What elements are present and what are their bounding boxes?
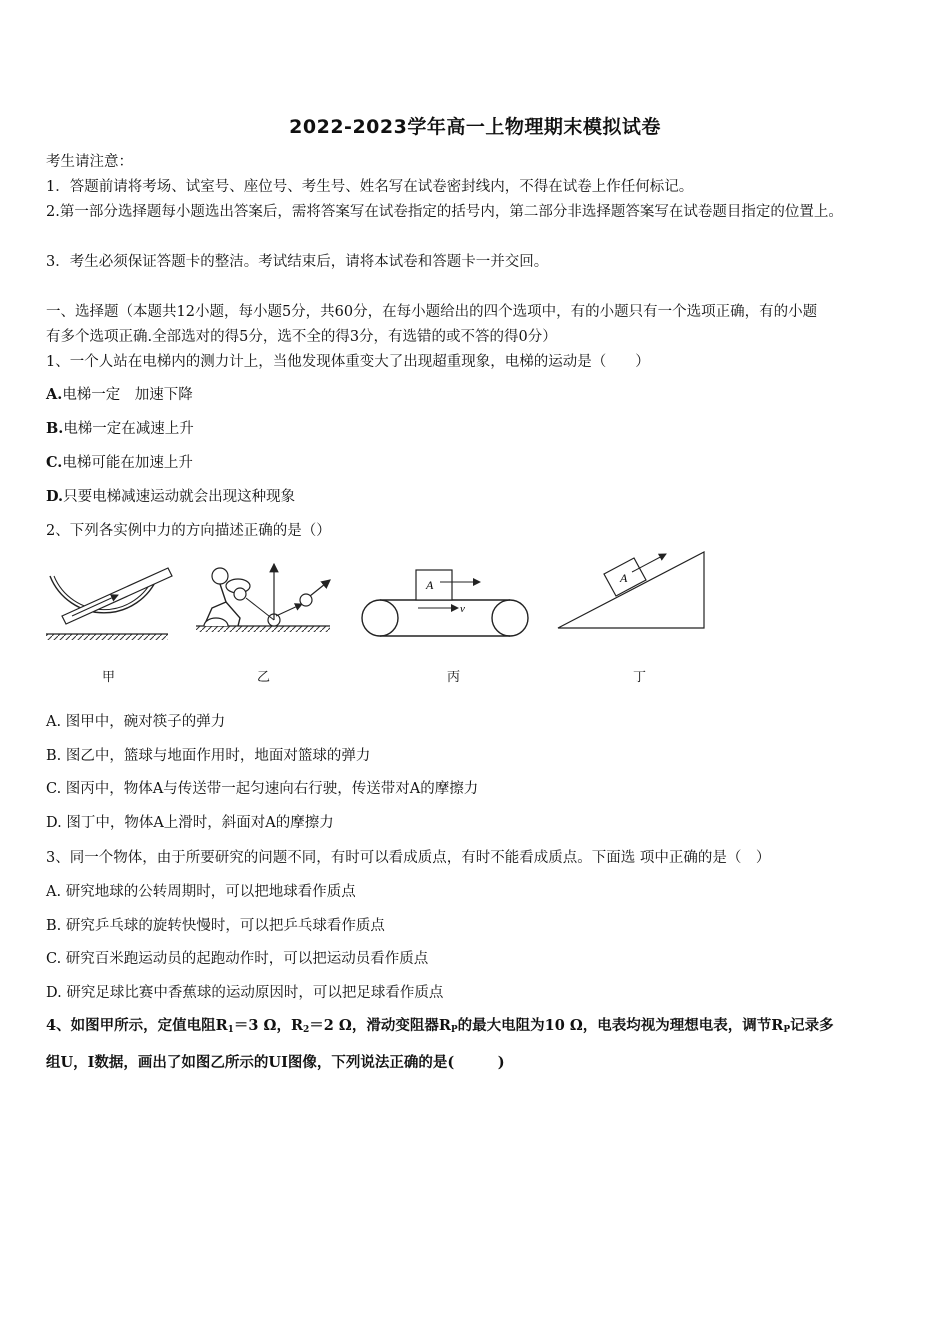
question-3-stem: 3、同一个物体，由于所要研究的问题不同，有时可以看成质点，有时不能看成质点。下面选 项中正确的是（ ） xyxy=(46,850,771,866)
caption-jia: 甲 xyxy=(102,670,116,685)
block-label: A xyxy=(620,571,628,585)
option-text: 只要电梯减速运动就会出现这种现象 xyxy=(63,489,296,505)
force-direction-figure xyxy=(40,546,720,688)
question-2-option-c: C. 图丙中，物体A与传送带一起匀速向右行驶，传送带对A的摩擦力 xyxy=(46,781,479,797)
notice-heading: 考生请注意： xyxy=(46,154,133,170)
question-3-option-d: D. 研究足球比赛中香蕉球的运动原因时，可以把足球看作质点 xyxy=(46,985,444,1001)
q4-text: ＝2 Ω，滑动变阻器R xyxy=(309,1017,451,1034)
notice-item-1: 1．答题前请将考场、试室号、座位号、考生号、姓名写在试卷密封线内，不得在试卷上作任何标记。 xyxy=(46,179,694,195)
question-1-stem: 1、一个人站在电梯内的测力计上，当他发现体重变大了出现超重现象，电梯的运动是（ ） xyxy=(46,354,650,370)
question-1-option-c xyxy=(46,451,908,475)
q4-text: ＝3 Ω，R xyxy=(233,1017,304,1034)
question-1-option-b xyxy=(46,417,908,441)
question-1-option-a xyxy=(46,383,908,407)
q4-subscript: P xyxy=(783,1025,791,1035)
notice-item-3: 3．考生必须保证答题卡的整洁。考试结束后，请将本试卷和答题卡一并交回。 xyxy=(46,254,549,270)
diagram-yi xyxy=(196,564,330,632)
section-heading-line-2: 有多个选项正确.全部选对的得5分，选不全的得3分，有选错的或不答的得0分） xyxy=(46,329,557,345)
diagram-bing xyxy=(362,570,528,636)
question-1-option-d xyxy=(46,485,908,509)
diagram-jia xyxy=(46,568,172,640)
q4-text: 的最大电阻为10 Ω，电表均视为理想电表，调节R xyxy=(457,1017,784,1034)
question-2-stem: 2、下列各实例中力的方向描述正确的是（） xyxy=(46,523,331,539)
question-3-option-a: A. 研究地球的公转周期时，可以把地球看作质点 xyxy=(46,884,356,900)
caption-yi: 乙 xyxy=(257,670,271,685)
question-3-option-b: B. 研究乒乓球的旋转快慢时，可以把乒乓球看作质点 xyxy=(46,918,385,934)
caption-ding: 丁 xyxy=(633,670,647,685)
question-2-option-b: B. 图乙中，篮球与地面作用时，地面对篮球的弹力 xyxy=(46,748,371,764)
option-text: 电梯一定在减速上升 xyxy=(63,421,194,437)
caption-bing: 丙 xyxy=(447,670,461,685)
option-key: B. xyxy=(46,420,64,437)
block-label: A xyxy=(426,578,434,592)
q4-subscript: 1 xyxy=(227,1025,234,1035)
question-2-option-d: D. 图丁中，物体A上滑时，斜面对A的摩擦力 xyxy=(46,815,334,831)
question-3-option-c: C. 研究百米跑运动员的起跑动作时，可以把运动员看作质点 xyxy=(46,951,429,967)
option-key: C. xyxy=(46,454,63,471)
option-text: 电梯可能在加速上升 xyxy=(62,455,193,471)
diagram-ding xyxy=(558,552,704,628)
page-title: 2022-2023学年高一上物理期末模拟试卷 xyxy=(289,116,661,138)
q4-subscript: P xyxy=(450,1025,458,1035)
section-heading-line-1: 一、选择题（本题共12小题，每小题5分，共60分，在每小题给出的四个选项中，有的小题只有一个选项正确，有的小题 xyxy=(46,304,818,320)
option-text: 电梯一定 加速下降 xyxy=(62,387,193,403)
question-4-stem-line-2: 组U，I数据，画出了如图乙所示的UI图像，下列说法正确的是( ) xyxy=(46,1054,505,1071)
notice-item-2: 2.第一部分选择题每小题选出答案后，需将答案写在试卷指定的括号内，第二部分非选择题答案写在试卷题目指定的位置上。 xyxy=(46,204,843,220)
question-2-option-a: A. 图甲中，碗对筷子的弹力 xyxy=(46,714,226,730)
option-key: D. xyxy=(46,488,64,505)
q4-text: 4、如图甲所示，定值电阻R xyxy=(46,1017,228,1034)
q4-text: 记录多 xyxy=(790,1017,834,1034)
option-key: A. xyxy=(46,386,63,403)
question-4-stem-line-1 xyxy=(46,1014,908,1042)
q4-subscript: 2 xyxy=(303,1025,310,1035)
velocity-label: v xyxy=(460,603,465,615)
